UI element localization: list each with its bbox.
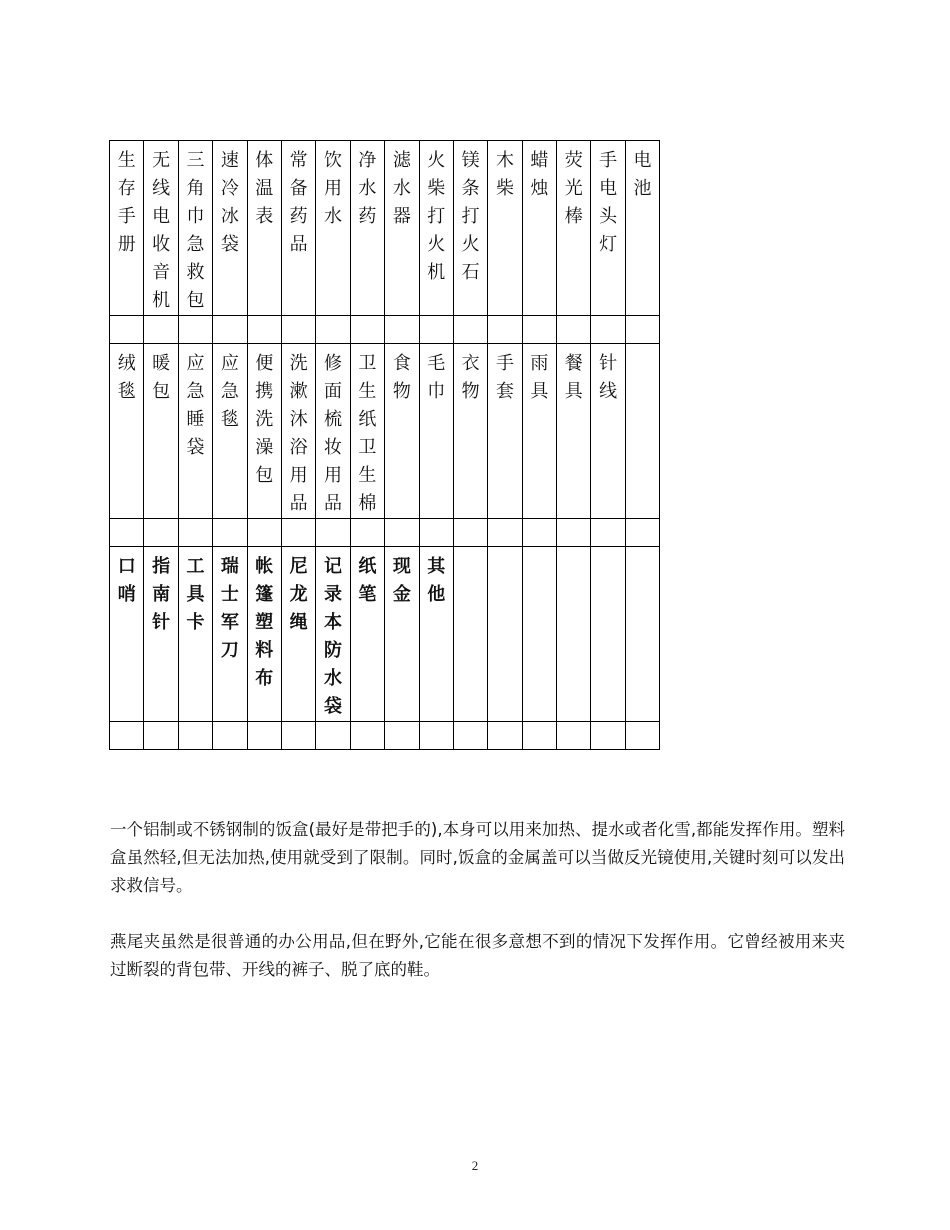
check-cell bbox=[488, 316, 522, 344]
check-cell bbox=[591, 316, 625, 344]
table-cell: 绒毯 bbox=[110, 344, 144, 519]
table-cell: 暖包 bbox=[144, 344, 178, 519]
check-cell bbox=[144, 316, 178, 344]
table-cell: 衣物 bbox=[453, 344, 487, 519]
table-cell: 洗漱沐浴用品 bbox=[281, 344, 315, 519]
table-cell: 荧光棒 bbox=[557, 141, 591, 316]
table-cell: 蜡烛 bbox=[522, 141, 556, 316]
check-cell bbox=[453, 722, 487, 750]
table-cell bbox=[625, 547, 659, 722]
check-cell bbox=[281, 519, 315, 547]
check-cell bbox=[385, 519, 419, 547]
table-cell: 工具卡 bbox=[178, 547, 212, 722]
check-cell bbox=[247, 519, 281, 547]
check-cell bbox=[419, 519, 453, 547]
check-cell bbox=[419, 316, 453, 344]
table-cell: 滤水器 bbox=[385, 141, 419, 316]
check-cell bbox=[247, 722, 281, 750]
paragraph-binder-clip: 燕尾夹虽然是很普通的办公用品,但在野外,它能在很多意想不到的情况下发挥作用。它曾经被用来夹过断裂的背包带、开线的裤子、脱了底的鞋。 bbox=[110, 932, 845, 979]
table-cell bbox=[522, 547, 556, 722]
table-cell: 常备药品 bbox=[281, 141, 315, 316]
check-cell bbox=[557, 519, 591, 547]
table-cell: 应急睡袋 bbox=[178, 344, 212, 519]
table-cell: 现金 bbox=[385, 547, 419, 722]
check-cell bbox=[316, 519, 350, 547]
table-cell: 指南针 bbox=[144, 547, 178, 722]
table-cell bbox=[488, 547, 522, 722]
check-cell bbox=[522, 316, 556, 344]
supply-checklist-table bbox=[109, 140, 660, 750]
table-cell: 记录本防水袋 bbox=[316, 547, 350, 722]
table-row-items-2 bbox=[110, 344, 660, 519]
table-cell: 手套 bbox=[488, 344, 522, 519]
table-cell: 木柴 bbox=[488, 141, 522, 316]
table-row-checkbox-1 bbox=[110, 316, 660, 344]
check-cell bbox=[110, 722, 144, 750]
page-number: 2 bbox=[471, 1158, 479, 1173]
table-cell: 生存手册 bbox=[110, 141, 144, 316]
table-cell: 瑞士军刀 bbox=[213, 547, 247, 722]
check-cell bbox=[213, 519, 247, 547]
table-cell: 帐篷塑料布 bbox=[247, 547, 281, 722]
table-cell: 餐具 bbox=[557, 344, 591, 519]
table-cell: 火柴打火机 bbox=[419, 141, 453, 316]
check-cell bbox=[110, 316, 144, 344]
table-cell: 修面梳妆用品 bbox=[316, 344, 350, 519]
check-cell bbox=[591, 722, 625, 750]
check-cell bbox=[625, 519, 659, 547]
table-row-checkbox-2 bbox=[110, 519, 660, 547]
check-cell bbox=[213, 722, 247, 750]
table-cell: 镁条打火石 bbox=[453, 141, 487, 316]
table-cell: 三角巾急救包 bbox=[178, 141, 212, 316]
check-cell bbox=[316, 316, 350, 344]
check-cell bbox=[385, 722, 419, 750]
check-cell bbox=[625, 722, 659, 750]
check-cell bbox=[522, 519, 556, 547]
check-cell bbox=[488, 519, 522, 547]
table-cell: 雨具 bbox=[522, 344, 556, 519]
check-cell bbox=[110, 519, 144, 547]
check-cell bbox=[625, 316, 659, 344]
check-cell bbox=[178, 722, 212, 750]
check-cell bbox=[178, 519, 212, 547]
table-cell: 便携洗澡包 bbox=[247, 344, 281, 519]
check-cell bbox=[281, 722, 315, 750]
check-cell bbox=[557, 316, 591, 344]
check-cell bbox=[557, 722, 591, 750]
check-cell bbox=[453, 316, 487, 344]
check-cell bbox=[316, 722, 350, 750]
table-row-checkbox-3 bbox=[110, 722, 660, 750]
check-cell bbox=[144, 722, 178, 750]
table-cell: 应急毯 bbox=[213, 344, 247, 519]
table-cell: 体温表 bbox=[247, 141, 281, 316]
check-cell bbox=[144, 519, 178, 547]
check-cell bbox=[591, 519, 625, 547]
table-cell bbox=[557, 547, 591, 722]
check-cell bbox=[350, 316, 384, 344]
check-cell bbox=[350, 519, 384, 547]
check-cell bbox=[281, 316, 315, 344]
check-cell bbox=[247, 316, 281, 344]
check-cell bbox=[419, 722, 453, 750]
check-cell bbox=[178, 316, 212, 344]
table-cell: 尼龙绳 bbox=[281, 547, 315, 722]
table-row-items-3 bbox=[110, 547, 660, 722]
check-cell bbox=[488, 722, 522, 750]
table-cell: 食物 bbox=[385, 344, 419, 519]
table-cell bbox=[591, 547, 625, 722]
table-cell: 电池 bbox=[625, 141, 659, 316]
table-cell: 口哨 bbox=[110, 547, 144, 722]
check-cell bbox=[385, 316, 419, 344]
check-cell bbox=[350, 722, 384, 750]
check-cell bbox=[522, 722, 556, 750]
table-cell: 净水药 bbox=[350, 141, 384, 316]
table-cell bbox=[453, 547, 487, 722]
check-cell bbox=[213, 316, 247, 344]
table-cell: 纸笔 bbox=[350, 547, 384, 722]
table-cell: 毛巾 bbox=[419, 344, 453, 519]
table-cell: 针线 bbox=[591, 344, 625, 519]
table-cell: 无线电收音机 bbox=[144, 141, 178, 316]
table-cell bbox=[625, 344, 659, 519]
table-cell: 饮用水 bbox=[316, 141, 350, 316]
paragraph-lunchbox: 一个铝制或不锈钢制的饭盒(最好是带把手的),本身可以用来加热、提水或者化雪,都能发挥作用。塑料盒虽然轻,但无法加热,使用就受到了限制。同时,饭盒的金属盖可以当做反光镜使用,关键时刻可以发出求救信号。 bbox=[110, 820, 845, 895]
table-row-items-1 bbox=[110, 141, 660, 316]
table-cell: 速冷冰袋 bbox=[213, 141, 247, 316]
table-cell: 其他 bbox=[419, 547, 453, 722]
check-cell bbox=[453, 519, 487, 547]
table-cell: 卫生纸卫生棉 bbox=[350, 344, 384, 519]
table-cell: 手电头灯 bbox=[591, 141, 625, 316]
